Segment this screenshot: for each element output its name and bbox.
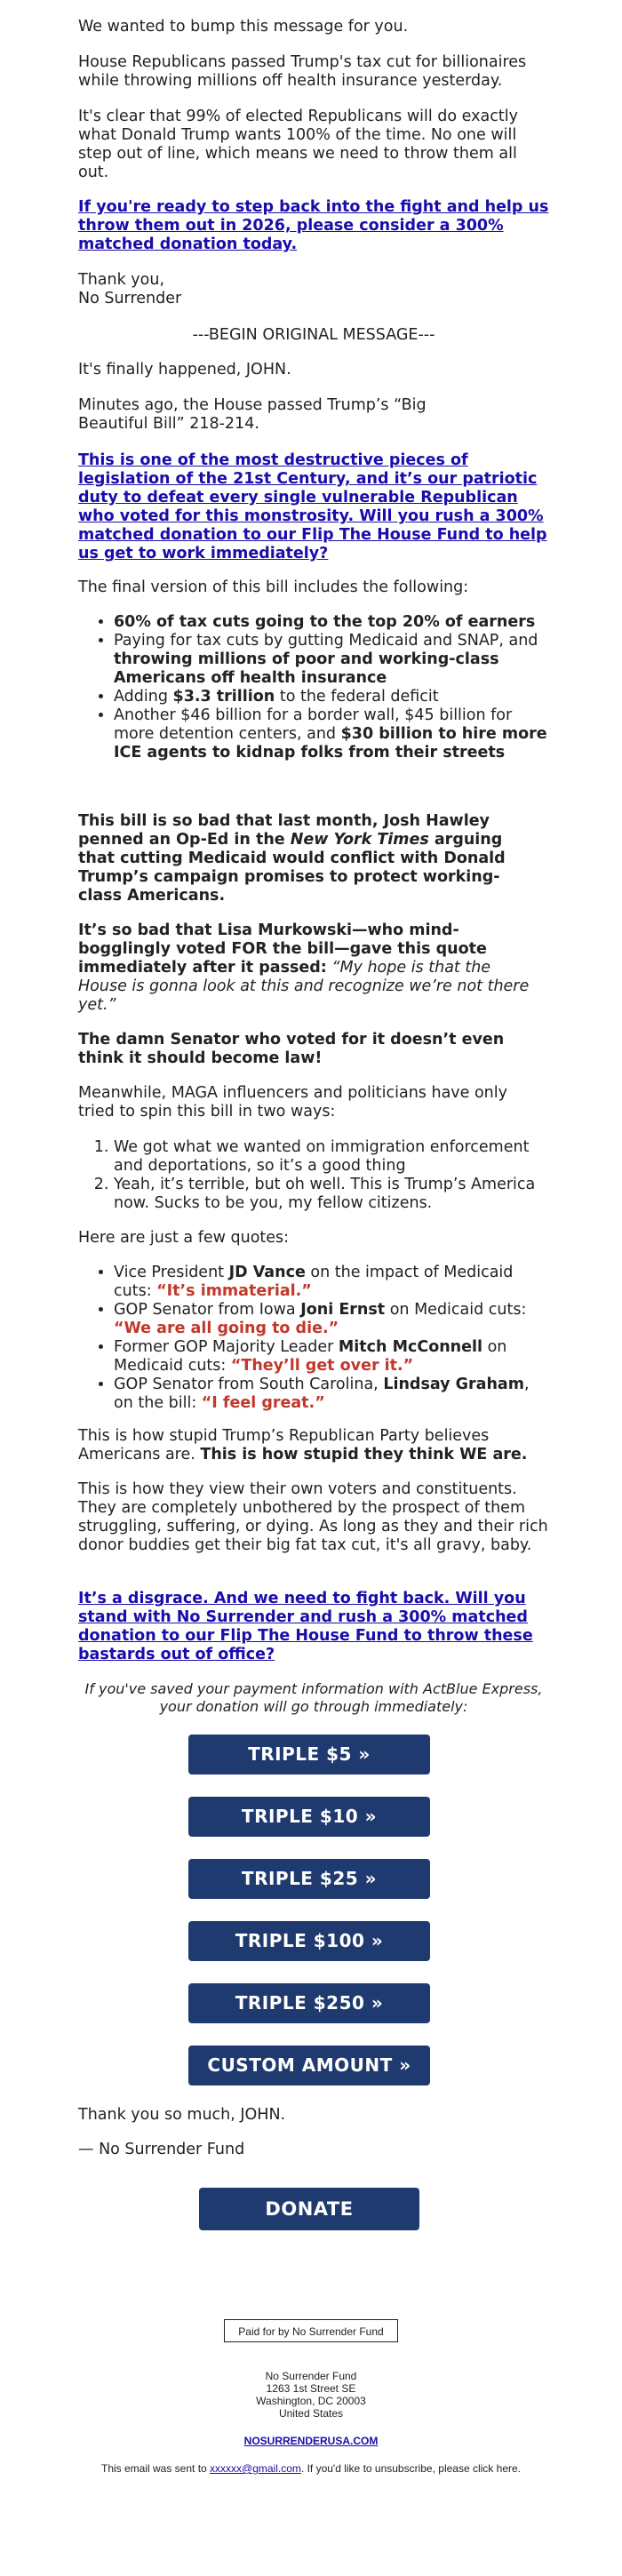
- list-item: • Vice President JD Vance on the impact of Medicaid cuts: “It’s immaterial.”: [114, 1264, 549, 1301]
- triple-5-button[interactable]: TRIPLE $5 »: [188, 1735, 430, 1774]
- list-item: 2. Yeah, it’s terrible, but oh well. This is Trump’s America now. Sucks to be you, my fellow citizens.: [114, 1176, 549, 1213]
- footer-address: [178, 2370, 444, 2420]
- quotes-intro: Here are just a few quotes:: [78, 1229, 290, 1247]
- intro-thanks: Thank you,: [78, 271, 165, 289]
- footer-site: [178, 2435, 444, 2447]
- intro-bump: We wanted to bump this message for you.: [78, 18, 409, 36]
- footer-country: United States: [278, 2407, 344, 2420]
- senator-paragraph: The damn Senator who voted for it doesn’t even think it should become law!: [78, 1031, 505, 1067]
- murkowski-paragraph: It’s so bad that Lisa Murkowski—who mind-bogglingly voted FOR the bill—gave this quote immediately after it passed: “My hope is that the House is gonna look at this and recognize we’re not there yet.”: [78, 921, 530, 1014]
- intro-tax-cut: House Republicans passed Trump's tax cut for billionaires while throwing millions off health insurance yesterday.: [78, 53, 527, 90]
- original-greeting: It's finally happened, JOHN.: [78, 361, 291, 379]
- footer-org: No Surrender Fund: [265, 2370, 357, 2382]
- intro-signoff: No Surrender: [78, 290, 182, 307]
- donate-button[interactable]: DONATE: [199, 2188, 419, 2230]
- list-item: • GOP Senator from Iowa Joni Ernst on Medicaid cuts: “We are all going to die.”: [114, 1301, 549, 1338]
- list-item: • Adding $3.3 trillion to the federal deficit: [114, 688, 549, 706]
- intro-donate-link[interactable]: If you're ready to step back into the fight and help us throw them out in 2026, please consider a 300% matched donation today.: [78, 198, 549, 253]
- bill-includes: The final version of this bill includes the following:: [78, 578, 469, 596]
- list-item: • Former GOP Majority Leader Mitch McConnell on Medicaid cuts: “They’ll get over it.”: [114, 1338, 549, 1376]
- recipient-email-link[interactable]: xxxxxx@gmail.com: [210, 2462, 301, 2475]
- closing-thanks: Thank you so much, JOHN.: [78, 2106, 286, 2124]
- bill-provisions-list: [78, 613, 549, 762]
- intro-republicans: It's clear that 99% of elected Republicans will do exactly what Donald Trump wants 100% of the time. No one will step out of line, which means we need to throw them all out.: [78, 108, 518, 181]
- intro-cta: [78, 198, 549, 254]
- custom-amount-button[interactable]: CUSTOM AMOUNT »: [188, 2046, 430, 2086]
- final-cta: [78, 1590, 549, 1664]
- final-donate-link[interactable]: It’s a disgrace. And we need to fight back. Will you stand with No Surrender and rush a 300% matched donation to our Flip The House Fund to throw these bastards out of office?: [78, 1590, 533, 1663]
- paid-for-box: Paid for by No Surrender Fund: [224, 2319, 398, 2342]
- hawley-paragraph: This bill is so bad that last month, Josh Hawley penned an Op-Ed in the New York Times arguing that cutting Medicaid would conflict with Donald Trump’s campaign promises to protect working-class Americans.: [78, 812, 506, 905]
- stupid-paragraph: This is how stupid Trump’s Republican Party believes Americans are. This is how stupid they think WE are.: [78, 1427, 528, 1463]
- site-link[interactable]: NOSURRENDERUSA.COM: [243, 2435, 379, 2447]
- list-item: • GOP Senator from South Carolina, Lindsay Graham, on the bill: “I feel great.”: [114, 1376, 549, 1413]
- view-paragraph: This is how they view their own voters and constituents. They are completely unbothered by the prospect of them struggling, suffering, or dying. As long as they and their rich donor buddies get their big fat tax cut, it's all gravy, baby.: [78, 1480, 548, 1554]
- triple-250-button[interactable]: TRIPLE $250 »: [188, 1983, 430, 2023]
- list-item: 1. We got what we wanted on immigration enforcement and deportations, so it’s a good thing: [114, 1138, 549, 1176]
- original-donate-link[interactable]: This is one of the most destructive pieces of legislation of the 21st Century, and it’s our patriotic duty to defeat every single vulnerable Republican who voted for this monstrosity. Will you rush a 300% matched donation to our Flip The House Fund to help us get to work immediately?: [78, 451, 547, 562]
- footer-city: Washington, DC 20003: [256, 2395, 366, 2407]
- original-message-header: ---BEGIN ORIGINAL MESSAGE---: [192, 326, 435, 344]
- original-cta: [78, 451, 549, 563]
- footer-sent-to: This email was sent to xxxxxx@gmail.com. If you'd like to unsubscribe, please click here.: [100, 2462, 521, 2475]
- triple-100-button[interactable]: TRIPLE $100 »: [188, 1921, 430, 1961]
- triple-25-button[interactable]: TRIPLE $25 »: [188, 1859, 430, 1899]
- quotes-list: [78, 1264, 549, 1413]
- original-house-passed: Minutes ago, the House passed Trump’s “Big Beautiful Bill” 218-214.: [78, 396, 427, 433]
- triple-10-button[interactable]: TRIPLE $10 »: [188, 1797, 430, 1837]
- footer-street: 1263 1st Street SE: [266, 2382, 356, 2395]
- spin-list: [78, 1138, 549, 1213]
- actblue-express-note: If you've saved your payment information with ActBlue Express, your donation will go through immediately:: [84, 1680, 543, 1715]
- list-item: • Paying for tax cuts by gutting Medicaid and SNAP, and throwing millions of poor and working-class Americans off health insurance: [114, 632, 549, 688]
- closing-signoff: — No Surrender Fund: [78, 2141, 245, 2158]
- maga-paragraph: Meanwhile, MAGA influencers and politicians have only tried to spin this bill in two ways:: [78, 1084, 507, 1121]
- list-item: • Another $46 billion for a border wall, $45 billion for more detention centers, and $30 billion to hire more ICE agents to kidnap folks from their streets: [114, 706, 549, 762]
- list-item: • 60% of tax cuts going to the top 20% of earners: [114, 613, 549, 632]
